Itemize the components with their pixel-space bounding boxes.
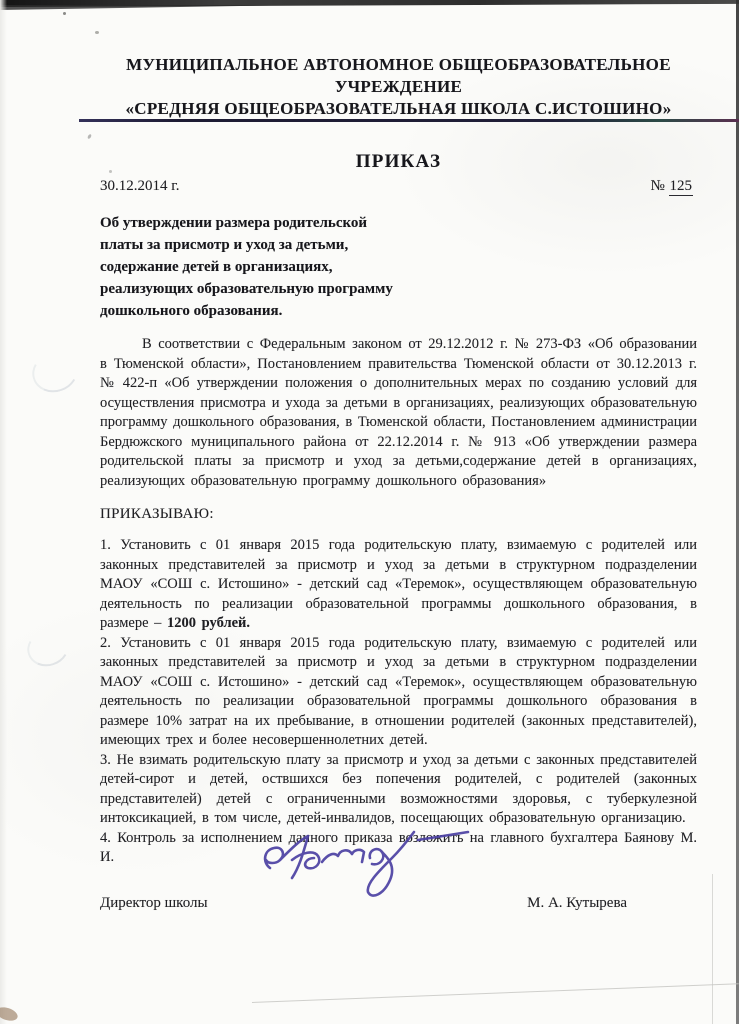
organization-name: МУНИЦИПАЛЬНОЕ АВТОНОМНОЕ ОБЩЕОБРАЗОВАТЕЛЬНОЕ УЧРЕЖДЕНИЕ xyxy=(126,55,671,96)
fee-amount: 1200 рублей. xyxy=(167,615,251,631)
order-item-3: 3. Не взимать родительскую плату за присмотр и уход за детьми с законных представителей детей-сирот и детей, оствшихся без попечения родителей, с родителей (законных представителей) детей с ограниченными возможностями здоровья, с туберкулезной интоксикацией, в том числе, детей-инвалидов, посещающих образовательную организацию. xyxy=(100,751,697,826)
subject-line: платы за присмотр и уход за детьми, xyxy=(100,237,349,253)
number-sign: № xyxy=(650,178,665,194)
number-value: 125 xyxy=(669,178,692,194)
order-item-4: 4. Контроль за исполнением данного приказа возложить на главного бухгалтера Баянову М. И. xyxy=(100,829,697,865)
scan-speck xyxy=(63,12,66,15)
scan-speck xyxy=(87,134,92,140)
document-date: 30.12.2014 г. xyxy=(100,178,180,194)
order-item-2: 2. Установить с 01 января 2015 года родительскую плату, взимаемую с родителей или законных представителей за присмотр и уход за детьми в структурном подразделении МАОУ «СОШ с. Истошино» - детский сад «Теремок», осуществляющем образовательную деятельность по реализации образовательной программы дошкольного образования в размере 10% затрат на их пребывание, в отношении родителей (законных представителей), имеющих трех и более несовершеннолетних детей. xyxy=(100,634,697,748)
subject-line: реализующих образовательную программу xyxy=(100,281,393,297)
scan-edge-top-shadow xyxy=(0,5,300,10)
signer-role: Директор школы xyxy=(100,894,208,911)
hole-punch-mark xyxy=(27,346,83,398)
document-title: ПРИКАЗ xyxy=(355,151,442,172)
scan-line-right xyxy=(712,874,713,1024)
document-number xyxy=(650,178,697,195)
subject-line: Об утверждении размера родительской xyxy=(100,215,368,231)
school-name: «СРЕДНЯЯ ОБЩЕОБРАЗОВАТЕЛЬНАЯ ШКОЛА С.ИСТОШИНО» xyxy=(125,99,672,118)
scan-edge-left xyxy=(0,0,7,1024)
preamble-paragraph: В соответствии с Федеральным законом от 29.12.2012 г. № 273-ФЗ «Об образовании в Тюменской области», Постановлением правительства Тюменской области от 30.12.2013 г. № 422-п «Об утверждении положения о дополнительных мерах по созданию условий для осуществления присмотра и ухода за детьми в организациях, реализующих образовательную программу дошкольного образования, в Тюменской области, Постановлением администрации Бердюжского муниципального района от 22.12.2014 г. № 913 «Об утверждении размера родительской платы за присмотр и уход за детьми,содержание детей в организациях, реализующих образовательную программу дошкольного образования» xyxy=(100,336,697,489)
hole-punch-mark xyxy=(22,624,73,671)
orders-intro: ПРИКАЗЫВАЮ: xyxy=(100,506,214,522)
date-number-row xyxy=(100,178,697,195)
subject-line: дошкольного образования. xyxy=(100,303,283,319)
scan-speck xyxy=(95,31,99,34)
signature-row xyxy=(100,895,697,912)
subject-line: содержание детей в организациях, xyxy=(100,259,333,275)
order-subject xyxy=(100,212,697,322)
order-item-1: 1. Установить с 01 января 2015 года родительскую плату, взимаемую с родителей или законных представителей за присмотр и уход за детьми в структурном подразделении МАОУ «СОШ с. Истошино» - детский сад «Теремок», осуществляющем образовательную деятельность по реализации образовательной программы дошкольного образования, в размере – 1200 рублей. xyxy=(100,537,697,631)
letterhead xyxy=(100,46,697,120)
signer-name: М. А. Кутырева xyxy=(527,894,627,911)
order-items xyxy=(100,536,697,868)
scan-fold-line xyxy=(252,983,739,1003)
